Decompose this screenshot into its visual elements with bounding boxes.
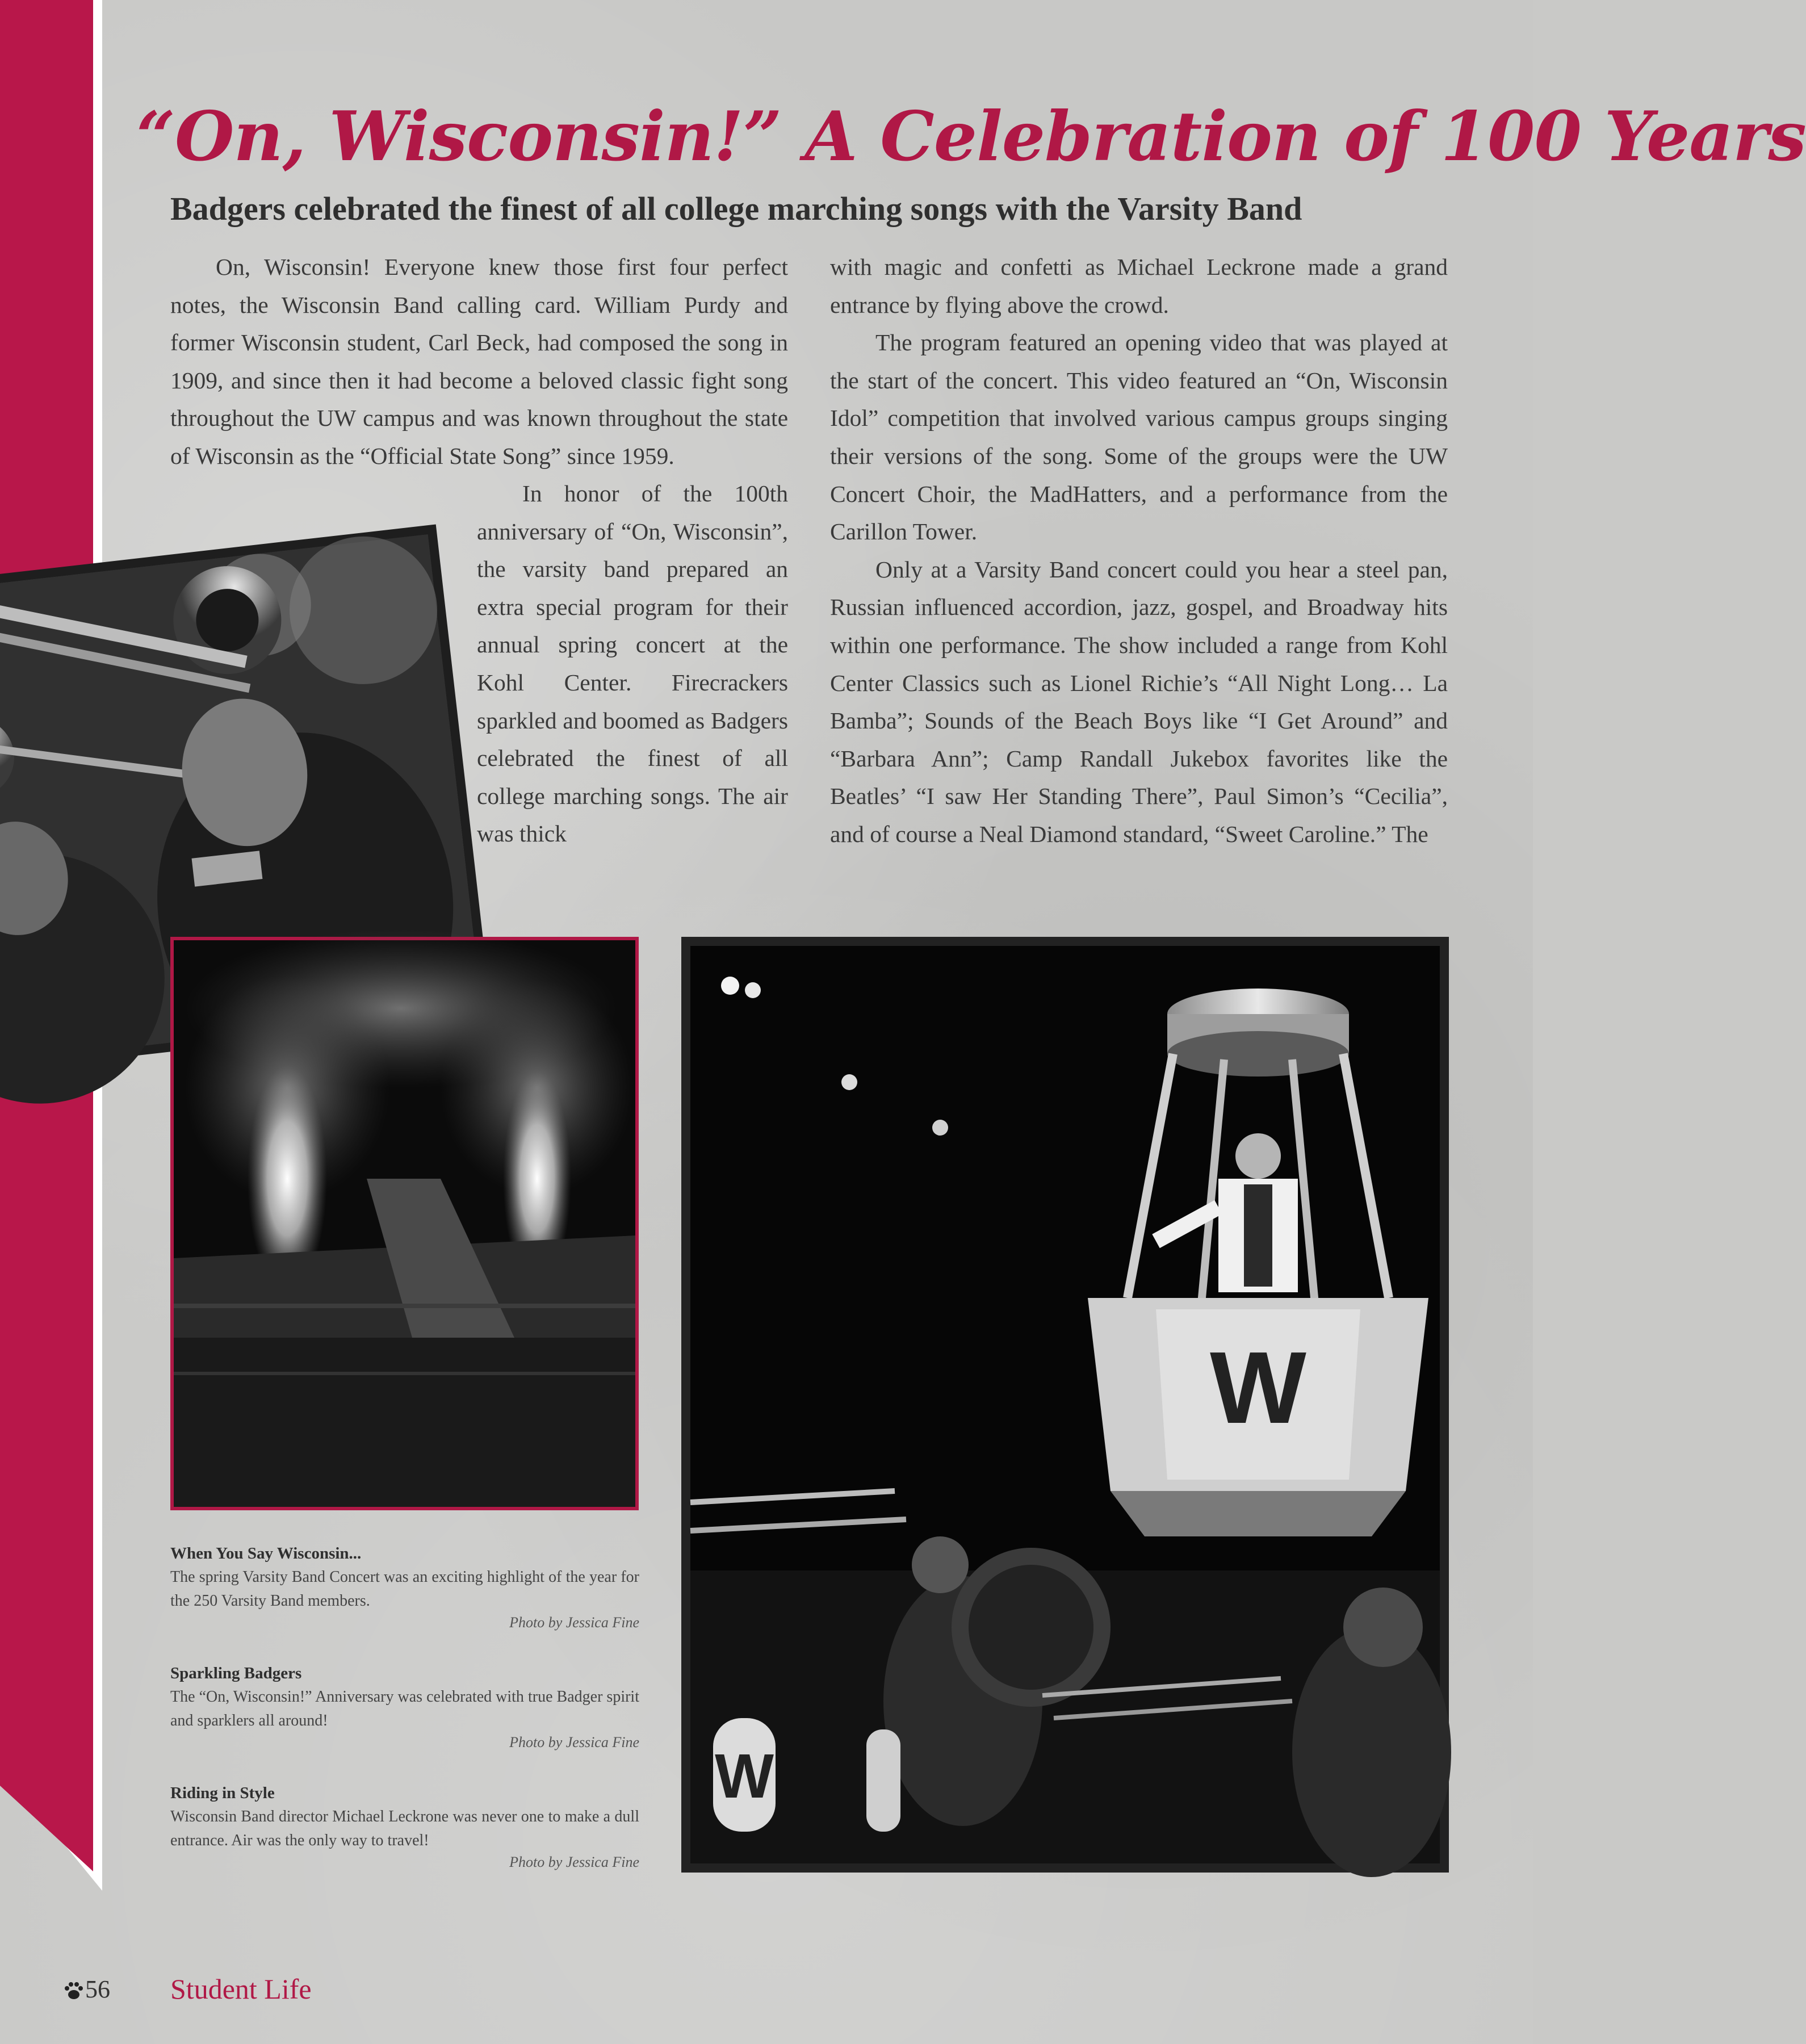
article-column-1 <box>170 248 788 475</box>
paw-print-icon <box>62 1979 85 2002</box>
caption-1 <box>170 1544 639 1631</box>
photo-credit: Photo by Jessica Fine <box>509 1614 639 1631</box>
caption-text: The spring Varsity Band Concert was an exciting highlight of the year for the 250 Varsity Band members. <box>170 1568 639 1610</box>
photo-captions <box>170 1544 639 1904</box>
caption-2 <box>170 1664 639 1751</box>
paragraph: The program featured an opening video that was played at the start of the concert. This video featured an “On, Wisconsin Idol” competition that involved various campus groups singing their versions of the song. Some of the groups were the UW Concert Choir, the MadHatters, and a performance from the Carillon Tower. <box>830 329 1448 545</box>
caption-title: Riding in Style <box>170 1784 275 1802</box>
section-name: Student Life <box>170 1973 312 2005</box>
caption-title: Sparkling Badgers <box>170 1664 302 1682</box>
article-column-1-continued <box>477 475 788 853</box>
caption-text: The “On, Wisconsin!” Anniversary was celebrated with true Badger spirit and sparklers all around! <box>170 1688 639 1729</box>
svg-text:W: W <box>1210 1331 1306 1445</box>
paragraph: with magic and confetti as Michael Leckrone made a grand entrance by flying above the crowd. <box>830 254 1448 318</box>
photo-credit: Photo by Jessica Fine <box>509 1734 639 1750</box>
svg-text:W: W <box>715 1741 774 1811</box>
photo-credit: Photo by Jessica Fine <box>509 1854 639 1870</box>
page-number: 56 <box>85 1975 110 2003</box>
caption-text: Wisconsin Band director Michael Leckrone was never one to make a dull entrance. Air was the only way to travel! <box>170 1808 639 1849</box>
sparklers-photo-image <box>174 940 635 1507</box>
balloon-photo-image <box>690 946 1440 1863</box>
caption-3 <box>170 1784 639 1871</box>
caption-title: When You Say Wisconsin... <box>170 1544 362 1563</box>
page-title: “On, Wisconsin!” A Celebration of 100 Years <box>136 97 1806 177</box>
paragraph: Only at a Varsity Band concert could you hear a steel pan, Russian influenced accordion, jazz, gospel, and Broadway hits within one performance. The show included a range from Kohl Center Classics such as Lionel Richie’s “All Night Long… La Bamba”; Sounds of the Beach Boys like “I Get Around” and “Barbara Ann”; Camp Randall Jukebox favorites like the Beatles’ “I saw Her Standing There”, Paul Simon’s “Cecilia”, and of course a Neal Diamond standard, “Sweet Caroline.” The <box>830 556 1448 847</box>
page-subtitle: Badgers celebrated the finest of all college marching songs with the Varsity Band <box>170 190 1302 228</box>
article-column-2 <box>830 248 1448 853</box>
balloon-photo <box>681 937 1449 1873</box>
paragraph: In honor of the 100th anniversary of “On, Wisconsin”, the varsity band prepared an extra special program for their annual spring concert at the Kohl Center. Firecrackers sparkled and boomed as Badgers celebrated the finest of all college marching songs. The air was thick <box>477 480 788 847</box>
sparklers-photo <box>170 937 639 1510</box>
paragraph: On, Wisconsin! Everyone knew those first four perfect notes, the Wisconsin Band calling card. William Purdy and former Wisconsin student, Carl Beck, had composed the song in 1909, and since then it had become a beloved classic fight song throughout the UW campus and was known throughout the state of Wisconsin as the “Official State Song” since 1959. <box>170 254 788 469</box>
